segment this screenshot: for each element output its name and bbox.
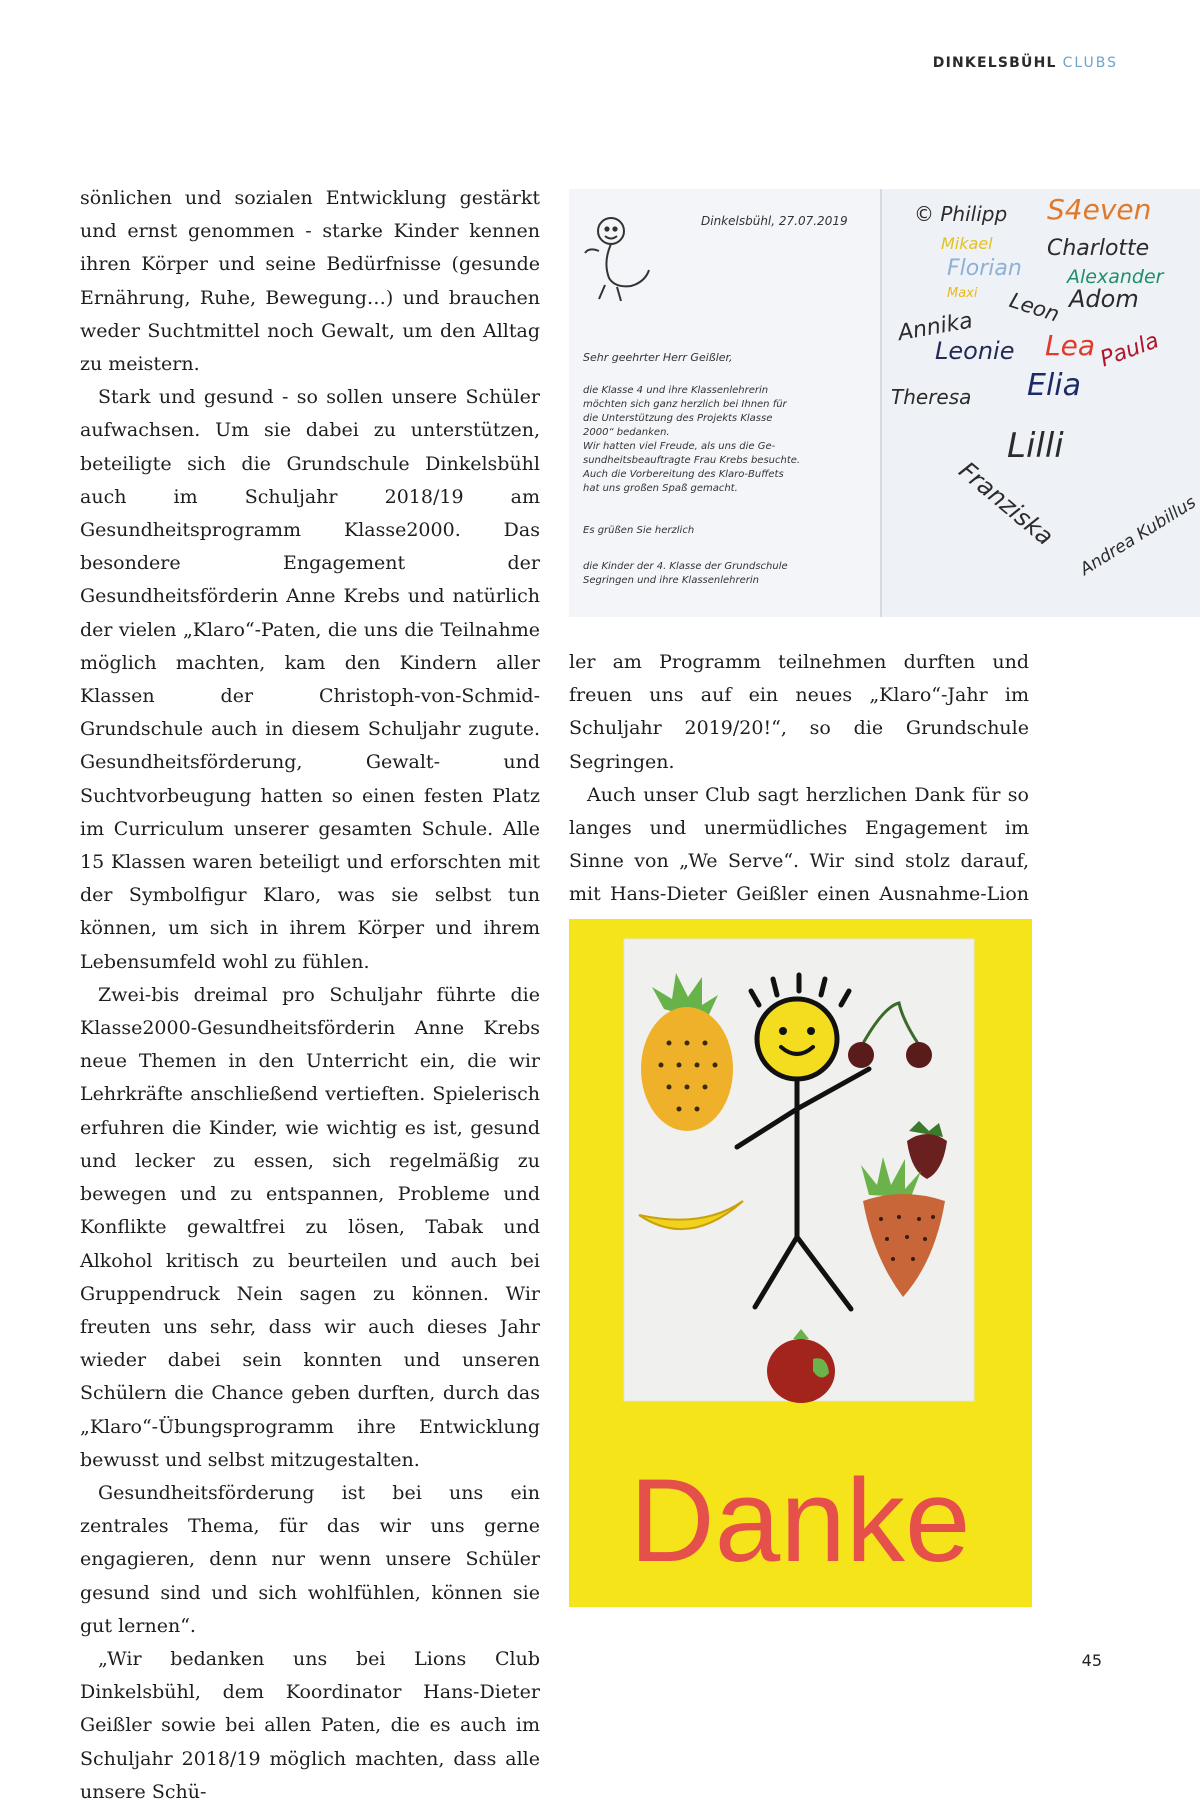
paragraph: Zwei-bis dreimal pro Schuljahr führte die Klasse2000-Gesundheitsförderin Anne Krebs neue Themen in den Unterricht ein, die wir Lehrkräfte anschließend vertieften. Spielerisch erfuhren die Kinder, wie wichtig es ist, gesund und lecker zu essen, sich regelmäßig zu bewegen und zu entspannen, Probleme und Konflikte gewaltfrei zu lösen, Tabak und Alkohol kritisch zu beurteilen und auch bei Gruppendruck Nein sagen zu können. Wir freuten uns sehr, dass wir auch dieses Jahr wieder dabei sein konnten und unseren Schülern die Chance geben durften, durch das „Klaro“-Übungsprogramm ihre Entwicklung bewusst und selbst mitzugestalten. — [80, 983, 540, 1471]
letter-signature: die Kinder der 4. Klasse der Grundschule — [583, 561, 788, 572]
letter-signature: Segringen und ihre Klassenlehrerin — [583, 575, 759, 586]
danke-caption: Danke — [629, 1455, 971, 1587]
child-name: Florian — [947, 256, 1022, 281]
drawing-photo-image — [569, 919, 1032, 1607]
letter-salutation: Sehr geehrter Herr Geißler, — [583, 351, 733, 364]
letter-line: die Unterstützung des Projekts Klasse — [583, 413, 773, 424]
child-name: © Philipp — [914, 202, 1008, 226]
letter-closing: Es grüßen Sie herzlich — [583, 525, 695, 536]
child-name: Annika — [896, 308, 975, 347]
paragraph: Gesundheitsförderung ist bei uns ein zentrales Thema, für das wir uns gerne engagieren, denn nur wenn unsere Schüler gesund sind und sich wohlfühlen, können sie gut lernen“. — [80, 1481, 540, 1637]
child-name: Andrea Kubillus — [1076, 492, 1200, 580]
page-number: 45 — [1081, 1651, 1102, 1670]
paragraph: sönlichen und sozialen Entwicklung gestärkt und ernst genommen - starke Kinder kennen ihren Körper und seine Bedürfnisse (gesunde Ernährung, Ruhe, Bewegung…) und brauchen weder Suchtmittel noch Gewalt, um den Alltag zu meistern. — [80, 187, 540, 376]
header-section: DINKELSBÜHL — [932, 55, 1057, 71]
child-name: Theresa — [891, 385, 972, 409]
letter-line: hat uns großen Spaß gemacht. — [583, 483, 738, 494]
paragraph: ler am Programm teilnehmen durften und freuen uns auf ein neues „Klaro“-Jahr im Schuljahr 2019/20!“, so die Grundschule Segringen. — [569, 651, 1029, 773]
letter-date: Dinkelsbühl, 27.07.2019 — [701, 214, 848, 228]
child-name: Lilli — [1007, 426, 1064, 466]
paragraph-text: Auch unser Club sagt herzlichen Dank für so langes und unermüdliches Engagement im Sinne von „We Serve“. Wir sind stolz darauf, mit Hans-Dieter Geißler einen Ausnahme-Lion — [569, 783, 1029, 906]
child-name: Lea — [1045, 329, 1095, 362]
paragraph: „Wir bedanken uns bei Lions Club Dinkelsbühl, dem Koordinator Hans-Dieter Geißler sowie bei allen Paten, die es auch im Schuljahr 2018/19 möglich machten, dass alle unsere Schü- — [80, 1647, 540, 1803]
left-column — [80, 182, 540, 1809]
paragraph: Stark und gesund - so sollen unsere Schüler aufwachsen. Um sie dabei zu unterstützen, beteiligte sich die Grundschule Dinkelsbühl auch im Schuljahr 2018/19 am Gesundheitsprogramm Klasse2000. Das besondere Engagement der Gesundheitsförderin Anne Krebs und natürlich der vielen „Klaro“-Paten, die uns die Teilnahme möglich machten, kam den Kindern aller Klassen der Christoph-von-Schmid-Grundschule auch in diesem Schuljahr zugute. Gesundheitsförderung, Gewalt- und Suchtvorbeugung hatten so einen festen Platz im Curriculum unserer gesamten Schule. Alle 15 Klassen waren beteiligt und erforschten mit der Symbolfigur Klaro, was sie selbst tun können, um sich in ihrem Körper und ihrem Lebensumfeld wohl zu fühlen. — [80, 386, 540, 973]
child-name: Franziska — [953, 456, 1059, 551]
child-name: Elia — [1027, 368, 1082, 403]
child-name: Charlotte — [1047, 236, 1150, 261]
lions-end-mark-icon: L — [1014, 921, 1029, 936]
letter-line: Auch die Vorbereitung des Klaro-Buffets — [583, 469, 784, 480]
letter-line: möchten sich ganz herzlich bei Ihnen für — [583, 399, 787, 410]
running-header — [933, 55, 1118, 71]
drawing-photo — [569, 919, 1032, 1607]
child-name: Adom — [1069, 285, 1139, 313]
header-category: CLUBS — [1062, 55, 1118, 71]
letter-photo — [569, 189, 1200, 617]
child-name: S4even — [1047, 193, 1152, 226]
child-name: Maxi — [947, 286, 978, 301]
letter-line: die Klasse 4 und ihre Klassenlehrerin — [583, 385, 769, 396]
child-name: Alexander — [1067, 266, 1164, 288]
letter-line: sundheitsbeauftragte Frau Krebs besuchte. — [583, 455, 801, 466]
child-name: Leon — [1006, 288, 1063, 327]
child-name: Paula — [1097, 328, 1163, 373]
child-name: Mikael — [941, 234, 993, 253]
child-name: Leonie — [935, 337, 1015, 365]
letter-photo-image — [569, 189, 1200, 617]
letter-line: 2000“ bedanken. — [583, 427, 670, 438]
letter-line: Wir hatten viel Freude, als uns die Ge- — [583, 441, 776, 452]
right-column — [569, 646, 1039, 945]
